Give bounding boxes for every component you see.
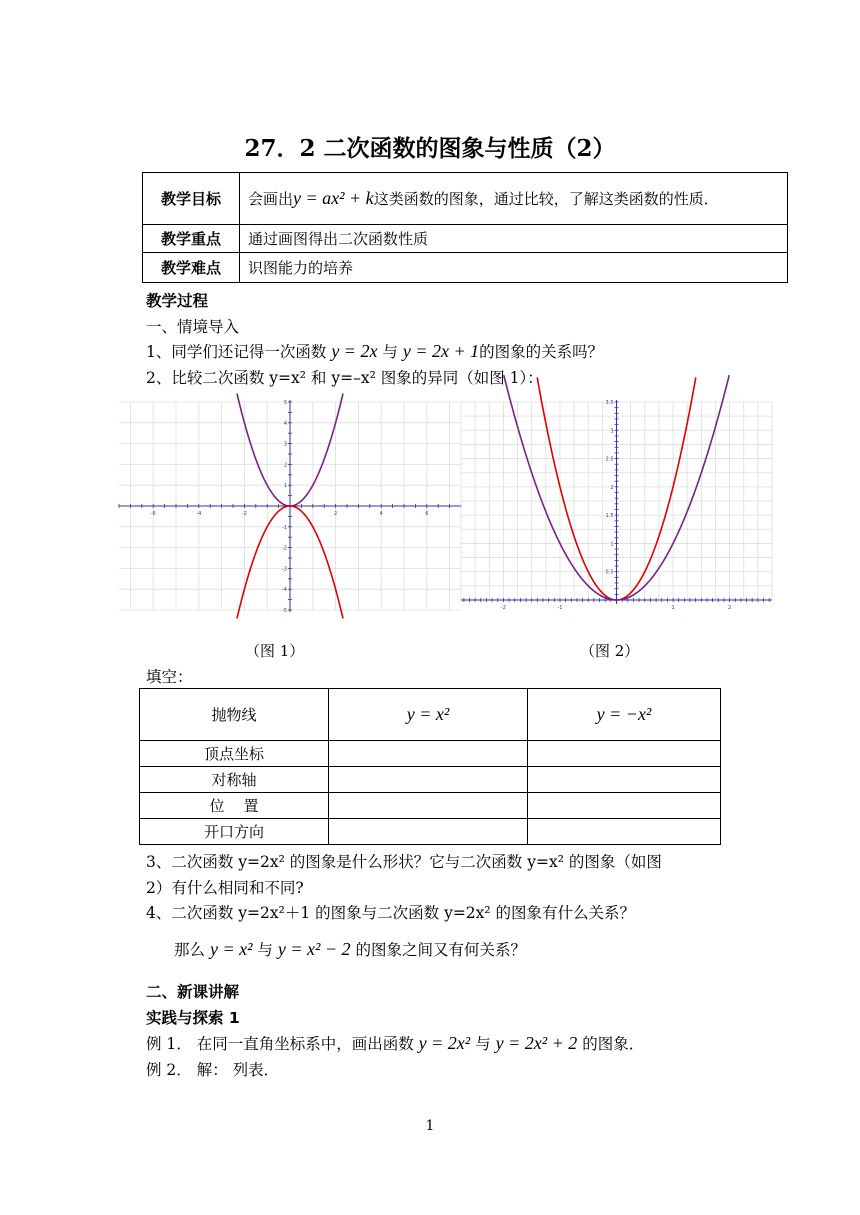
direction-answer-1[interactable] [329, 819, 528, 845]
axis-answer-1[interactable] [329, 767, 528, 793]
question-1: 1、同学们还记得一次函数 y = 2x 与 y = 2x + 1的图象的关系吗？ [146, 341, 604, 361]
direction-answer-2[interactable] [528, 819, 721, 845]
y-tick-label: 3 [610, 428, 614, 435]
y-tick-label: 5 [283, 400, 287, 406]
example-2: 例 2． 解： 列表． [146, 1061, 280, 1079]
row-vertex: 顶点坐标 [140, 741, 329, 767]
figure-1-caption: （图 1） [245, 642, 305, 660]
example-1: 例 1． 在同一直角坐标系中，画出函数 y = 2x² 与 y = 2x² + 2 的图象． [146, 1033, 645, 1053]
x-tick-label: 1 [671, 605, 675, 611]
y-tick-label: 0.5 [605, 569, 614, 576]
figure-2-caption: （图 2） [580, 642, 640, 660]
difficulty-text: 识图能力的培养 [240, 253, 788, 283]
objective-text: 会画出y = ax² + k这类函数的图象，通过比较，了解这类函数的性质． [240, 173, 788, 225]
y-tick-label: -5 [282, 608, 287, 614]
key-point-text: 通过画图得出二次函数性质 [240, 225, 788, 253]
y-tick-label: 3 [283, 441, 287, 448]
difficulty-label: 教学难点 [143, 253, 240, 283]
position-answer-2[interactable] [528, 793, 721, 819]
x-tick-label: 6 [425, 511, 429, 517]
header-parabola: 抛物线 [140, 689, 329, 741]
key-point-label: 教学重点 [143, 225, 240, 253]
row-direction: 开口方向 [140, 819, 329, 845]
x-tick-label: -6 [150, 511, 156, 517]
figure-2-graph [461, 400, 772, 611]
row-position: 位 置 [140, 793, 329, 819]
section-2-heading: 二、新课讲解 [146, 983, 240, 1001]
y-tick-label: -4 [282, 587, 287, 594]
question-3-line-2: 2）有什么相同和不同? [146, 879, 304, 897]
fill-in-label: 填空： [146, 668, 193, 686]
question-4: 4、二次函数 y=2x²＋1 的图象与二次函数 y=2x² 的图象有什么关系？ [146, 904, 636, 922]
row-axis: 对称轴 [140, 767, 329, 793]
page-title: 27．2 二次函数的图象与性质（2） [244, 135, 616, 162]
y-tick-label: 2 [610, 484, 614, 491]
y-tick-label: 1 [283, 483, 287, 490]
vertex-answer-2[interactable] [528, 741, 721, 767]
y-tick-label: -2 [282, 545, 287, 552]
axis-answer-2[interactable] [528, 767, 721, 793]
objective-label: 教学目标 [143, 173, 240, 225]
x-tick-label: -2 [500, 605, 506, 611]
x-tick-label: 4 [379, 511, 383, 517]
header-y-x2: y = x² [329, 689, 528, 741]
figure-1-graph [119, 400, 461, 612]
y-tick-label: -3 [282, 566, 287, 573]
question-3-line-1: 3、二次函数 y=2x² 的图象是什么形状？它与二次函数 y=x² 的图象（如图 [146, 853, 662, 871]
process-heading: 教学过程 [146, 292, 209, 310]
y-tick-label: 2.5 [605, 456, 614, 463]
x-tick-label: -4 [196, 511, 202, 517]
practice-heading: 实践与探索 1 [146, 1009, 240, 1027]
question-4-followup: 那么 y = x² 与 y = x² − 2 的图象之间又有何关系？ [174, 939, 526, 959]
y-tick-label: 1 [610, 541, 614, 548]
y-tick-label: 2 [283, 462, 287, 469]
position-answer-1[interactable] [329, 793, 528, 819]
vertex-answer-1[interactable] [329, 741, 528, 767]
x-tick-label: 2 [334, 511, 338, 517]
fill-in-table [139, 688, 721, 845]
question-2: 2、比较二次函数 y=x² 和 y=–x² 图象的异同（如图 1）： [146, 369, 543, 387]
x-tick-label: -1 [557, 605, 563, 611]
y-tick-label: -1 [282, 524, 287, 531]
objectives-table [142, 172, 788, 283]
y-tick-label: 1.5 [605, 513, 614, 520]
header-y-neg-x2: y = −x² [528, 689, 721, 741]
y-tick-label: 3.5 [605, 400, 614, 406]
y-tick-label: 4 [283, 420, 287, 427]
section-1-heading: 一、情境导入 [146, 318, 240, 336]
x-tick-label: -2 [241, 511, 247, 517]
page-number: 1 [425, 1118, 435, 1134]
x-tick-label: 2 [727, 605, 732, 611]
